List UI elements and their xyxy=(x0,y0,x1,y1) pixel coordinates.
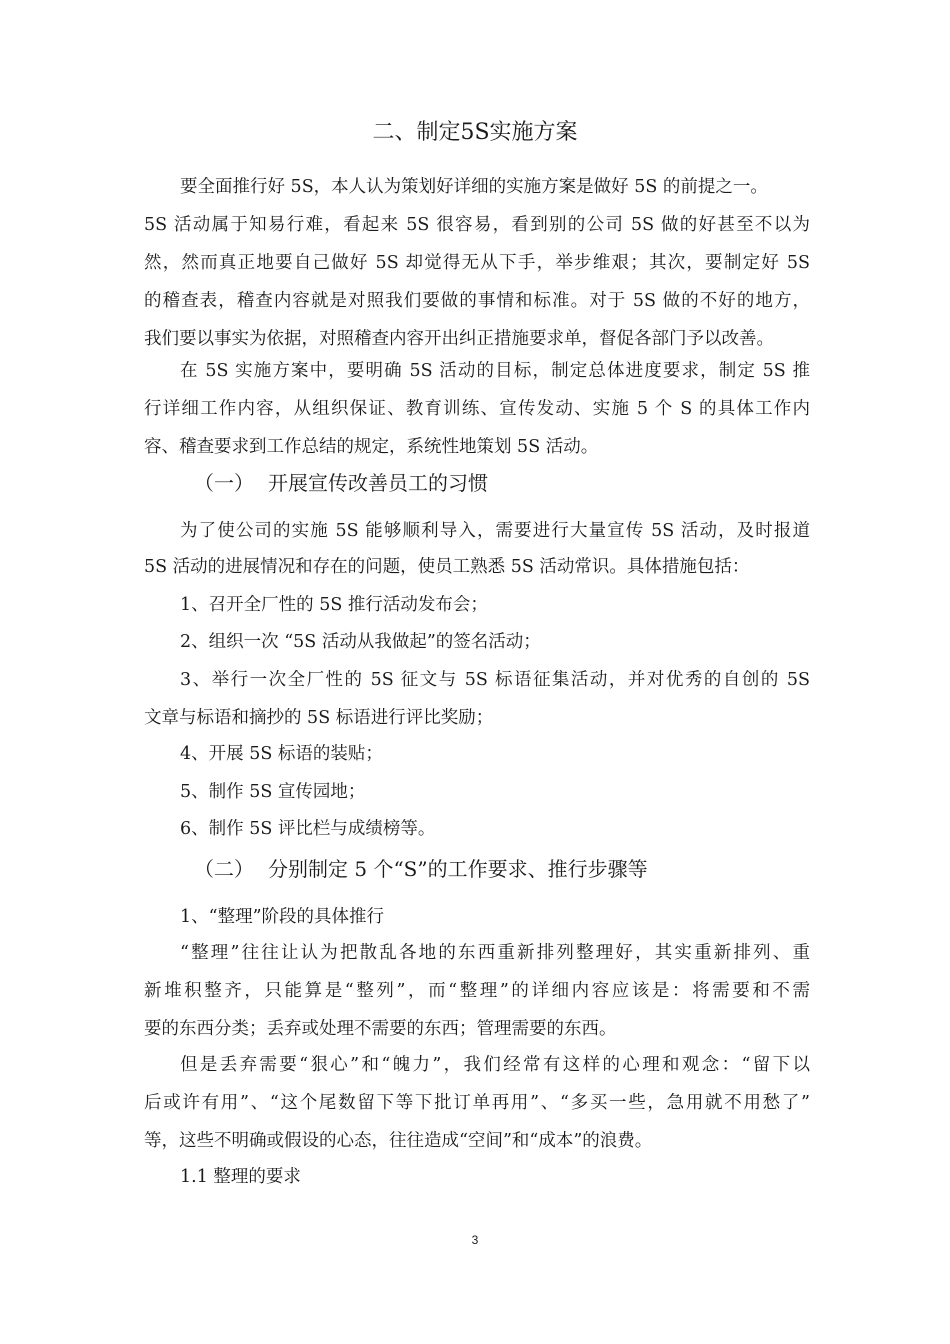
paragraph-line: 我们要以事实为依据，对照稽查内容开出纠正措施要求单，督促各部门予以改善。 xyxy=(144,329,774,349)
subsection-title: 开展宣传改善员工的习惯 xyxy=(268,471,488,495)
step-subheading: 1.1 整理的要求 xyxy=(180,1167,301,1187)
subsection-number: （二） xyxy=(194,857,254,881)
list-item: 3、举行一次全厂性的 5S 征文与 5S 标语征集活动，并对优秀的自创的 5S xyxy=(180,670,810,690)
paragraph-line: 在 5S 实施方案中，要明确 5S 活动的目标，制定总体进度要求，制定 5S 推 xyxy=(180,361,810,381)
subsection-number: （一） xyxy=(194,471,254,495)
paragraph-line: 行详细工作内容，从组织保证、教育训练、宣传发动、实施 5 个 S 的具体工作内 xyxy=(144,399,810,419)
paragraph-line: 要全面推行好 5S，本人认为策划好详细的实施方案是做好 5S 的前提之一。 xyxy=(180,177,768,197)
step-heading: 1、“整理”阶段的具体推行 xyxy=(180,907,385,927)
section-title: 二、制定5S实施方案 xyxy=(372,120,578,145)
paragraph-line: 容、稽查要求到工作总结的规定，系统性地策划 5S 活动。 xyxy=(144,437,599,457)
paragraph-line: 5S 活动属于知易行难，看起来 5S 很容易，看到别的公司 5S 做的好甚至不以为 xyxy=(144,215,810,235)
paragraph-line: 5S 活动的进展情况和存在的问题，使员工熟悉 5S 活动常识。具体措施包括： xyxy=(144,557,750,577)
paragraph-line: “整理”往往让认为把散乱各地的东西重新排列整理好，其实重新排列、重 xyxy=(180,943,810,963)
paragraph-line: 为了使公司的实施 5S 能够顺利导入，需要进行大量宣传 5S 活动，及时报道 xyxy=(180,521,810,541)
list-item: 1、召开全厂性的 5S 推行活动发布会； xyxy=(180,595,488,615)
subsection-heading xyxy=(194,854,648,884)
list-item: 4、开展 5S 标语的装贴； xyxy=(180,744,383,764)
list-item: 2、组织一次 “5S 活动从我做起”的签名活动； xyxy=(180,632,541,652)
list-item: 5、制作 5S 宣传园地； xyxy=(180,782,366,802)
paragraph-line: 等，这些不明确或假设的心态，往往造成“空间”和“成本”的浪费。 xyxy=(144,1131,653,1151)
paragraph-line: 后或许有用”、“这个尾数留下等下批订单再用”、“多买一些，急用就不用愁了” xyxy=(144,1093,810,1113)
list-item: 6、制作 5S 评比栏与成绩榜等。 xyxy=(180,819,436,839)
paragraph-line: 但是丢弃需要“狠心”和“魄力”，我们经常有这样的心理和观念：“留下以 xyxy=(180,1055,810,1075)
subsection-title: 分别制定 5 个“S”的工作要求、推行步骤等 xyxy=(268,857,648,881)
paragraph-line: 要的东西分类；丢弃或处理不需要的东西；管理需要的东西。 xyxy=(144,1019,617,1039)
page-number: 3 xyxy=(471,1233,479,1247)
paragraph-line: 然，然而真正地要自己做好 5S 却觉得无从下手，举步维艰；其次，要制定好 5S xyxy=(144,253,810,273)
subsection-heading xyxy=(194,468,488,498)
paragraph-line: 的稽查表，稽查内容就是对照我们要做的事情和标准。对于 5S 做的不好的地方， xyxy=(144,291,810,311)
paragraph-line: 新堆积整齐，只能算是“整列”，而“整理”的详细内容应该是：将需要和不需 xyxy=(144,981,810,1001)
list-item: 文章与标语和摘抄的 5S 标语进行评比奖励； xyxy=(144,708,494,728)
